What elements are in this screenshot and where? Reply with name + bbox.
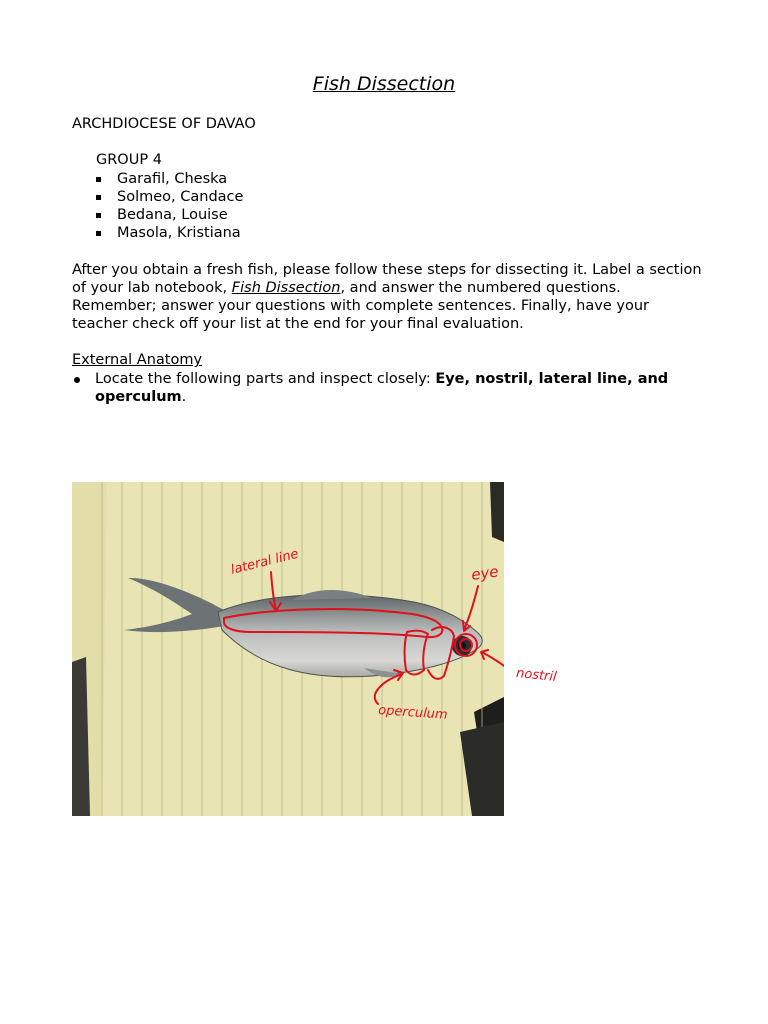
square-bullet-icon: [96, 195, 101, 200]
annotation-operculum: operculum: [377, 703, 449, 723]
intro-text-2: , and answer the numbered questions. Remember; answer your questions with complete sentences. Finally, have your teacher check off your list at the end for your final evaluation.: [72, 280, 649, 332]
member-name: Masola, Kristiana: [117, 225, 241, 241]
fish-photo-illustration: [72, 482, 504, 816]
section-heading: External Anatomy: [72, 352, 203, 368]
instruction-bullet: [72, 370, 712, 406]
group-label: GROUP 4: [96, 152, 162, 168]
member-name: Solmeo, Candace: [117, 189, 244, 205]
list-item: [96, 224, 243, 242]
member-list: [96, 170, 243, 242]
list-item: [96, 206, 243, 224]
annotation-eye: eye: [470, 562, 500, 584]
organization-name: ARCHDIOCESE OF DAVAO: [72, 116, 256, 132]
square-bullet-icon: [96, 177, 101, 182]
notebook-name: Fish Dissection: [231, 280, 341, 296]
square-bullet-icon: [96, 213, 101, 218]
round-bullet-icon: [74, 377, 80, 383]
annotation-lateral-line: lateral line: [229, 546, 301, 578]
intro-paragraph: [72, 261, 702, 333]
intro-text-1: After you obtain a fresh fish, please follow these steps for dissecting it. Label a section of your lab notebook,: [72, 262, 702, 296]
member-name: Bedana, Louise: [117, 207, 228, 223]
annotation-nostril: nostril: [515, 665, 558, 686]
instruction-text: Locate the following parts and inspect closely: Eye, nostril, lateral line, and operculum.: [95, 371, 669, 405]
list-item: [96, 188, 243, 206]
list-item: [96, 170, 243, 188]
fish-photo: [72, 482, 504, 816]
square-bullet-icon: [96, 231, 101, 236]
parts-list: Eye, nostril, lateral line, and operculum: [95, 371, 669, 405]
member-name: Garafil, Cheska: [117, 171, 228, 187]
document-title: Fish Dissection: [312, 73, 456, 95]
